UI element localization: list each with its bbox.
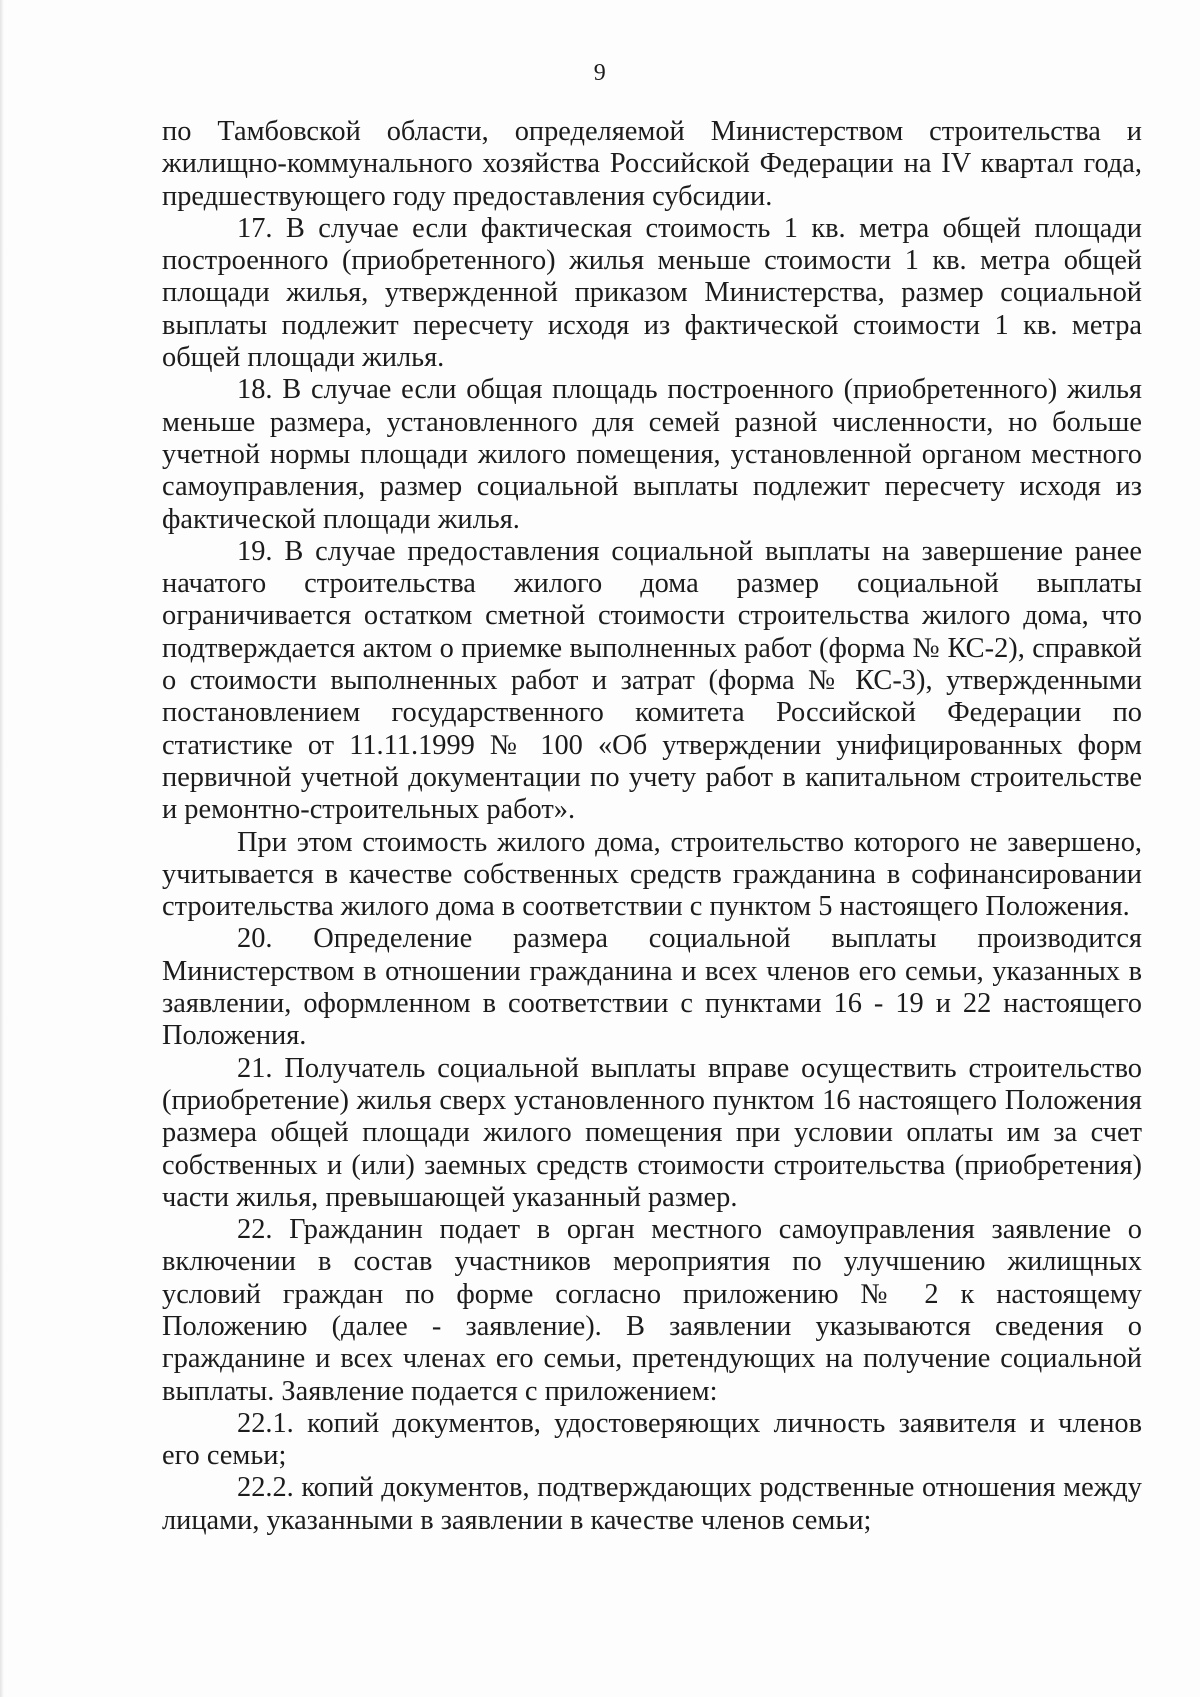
paragraph-19: 19. В случае предоставления социальной выплаты на завершение ранее начатого строительства жилого дома размер социальной выплаты ограничивается остатком сметной стоимости строительства жилого дома, что подтверждается актом о приемке выполненных работ (форма № КС-2), справкой о стоимости выполненных работ и затрат (форма № КС-3), утвержденными постановлением государственного комитета Российской Федерации по статистике от 11.11.1999 № 100 «Об утверждении унифицированных форм первичной учетной документации по учету работ в капитальном строительстве и ремонтно-строительных работ». <box>162 535 1142 826</box>
paragraph-22: 22. Гражданин подает в орган местного самоуправления заявление о включении в состав участников мероприятия по улучшению жилищных условий граждан по форме согласно приложению № 2 к настоящему Положению (далее - заявление). В заявлении указываются сведения о гражданине и всех членах его семьи, претендующих на получение социальной выплаты. Заявление подается с приложением: <box>162 1214 1142 1407</box>
paragraph-17: 17. В случае если фактическая стоимость 1 кв. метра общей площади построенного (приобретенного) жилья меньше стоимости 1 кв. метра общей площади жилья, утвержденной приказом Министерства, размер социальной выплаты подлежит пересчету исходя из фактической стоимости 1 кв. метра общей площади жилья. <box>162 212 1142 374</box>
paragraph-21: 21. Получатель социальной выплаты вправе осуществить строительство (приобретение) жилья сверх установленного пунктом 16 настоящего Положения размера общей площади жилого помещения при условии оплаты им за счет собственных и (или) заемных средств стоимости строительства (приобретения) части жилья, превышающей указанный размер. <box>162 1052 1142 1213</box>
paragraph-19-note: При этом стоимость жилого дома, строительство которого не завершено, учитывается в качестве собственных средств гражданина в софинансировании строительства жилого дома в соответствии с пунктом 5 настоящего Положения. <box>162 826 1142 923</box>
paragraph-22-1: 22.1. копий документов, удостоверяющих личность заявителя и членов его семьи; <box>162 1407 1142 1472</box>
document-body <box>162 116 1142 1537</box>
scan-edge-shadow <box>0 0 4 1697</box>
paragraph-continuation: по Тамбовской области, определяемой Министерством строительства и жилищно-коммунального хозяйства Российской Федерации на IV квартал года, предшествующего году предоставления субсидии. <box>162 116 1142 212</box>
paragraph-18: 18. В случае если общая площадь построенного (приобретенного) жилья меньше размера, установленного для семей разной численности, но больше учетной нормы площади жилого помещения, установленной органом местного самоуправления, размер социальной выплаты подлежит пересчету исходя из фактической площади жилья. <box>162 374 1142 535</box>
paragraph-22-2: 22.2. копий документов, подтверждающих родственные отношения между лицами, указанными в заявлении в качестве членов семьи; <box>162 1472 1142 1536</box>
paragraph-20: 20. Определение размера социальной выплаты производится Министерством в отношении гражданина и всех членов его семьи, указанных в заявлении, оформленном в соответствии с пунктами 16 - 19 и 22 настоящего Положения. <box>162 923 1142 1052</box>
page-number: 9 <box>593 60 607 86</box>
